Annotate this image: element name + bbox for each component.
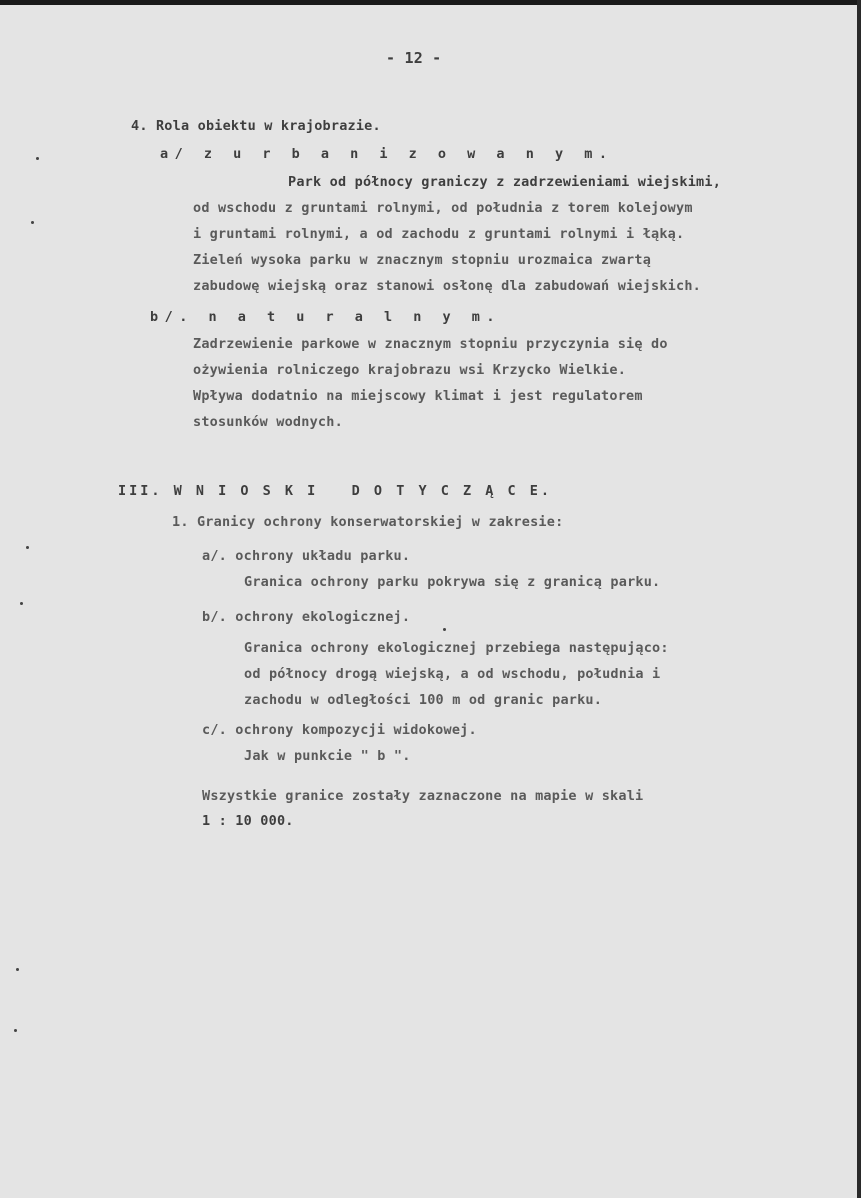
section-4b-line: Wpływa dodatnio na miejscowy klimat i jest regulatorem <box>193 388 643 404</box>
scan-speck <box>36 157 39 160</box>
section-3c-line: Jak w punkcie " b ". <box>244 748 411 764</box>
scan-speck <box>31 221 34 224</box>
section-4b-line: stosunków wodnych. <box>193 414 343 430</box>
section-4a-label: a/ z u r b a n i z o w a n y m. <box>160 146 614 162</box>
scan-edge-top <box>0 0 861 5</box>
scan-speck <box>443 628 446 631</box>
section-4a-line: od wschodu z gruntami rolnymi, od południa z torem kolejowym <box>193 200 693 216</box>
section-3b-line: od północy drogą wiejską, a od wschodu, południa i <box>244 666 661 682</box>
closing-line: 1 : 10 000. <box>202 813 294 829</box>
scan-speck <box>20 602 23 605</box>
section-4b-line: ożywienia rolniczego krajobrazu wsi Krzycko Wielkie. <box>193 362 627 378</box>
closing-line: Wszystkie granice zostały zaznaczone na mapie w skali <box>202 788 644 804</box>
section-4a-line: Zieleń wysoka parku w znacznym stopniu urozmaica zwartą <box>193 252 652 268</box>
section-3a-line: Granica ochrony parku pokrywa się z granicą parku. <box>244 574 661 590</box>
section-3-item-1: 1. Granicy ochrony konserwatorskiej w zakresie: <box>172 514 564 530</box>
section-4a-line: zabudowę wiejską oraz stanowi osłonę dla zabudowań wiejskich. <box>193 278 701 294</box>
scan-speck <box>14 1029 17 1032</box>
section-4-heading: 4. Rola obiektu w krajobrazie. <box>131 118 381 134</box>
section-3b-label: b/. ochrony ekologicznej. <box>202 609 411 625</box>
scan-speck <box>26 546 29 549</box>
section-4a-line: Park od północy graniczy z zadrzewieniami wiejskimi, <box>288 174 722 190</box>
scan-edge-right <box>857 0 861 1198</box>
section-4b-label: b/. n a t u r a l n y m. <box>150 309 502 325</box>
section-3a-label: a/. ochrony układu parku. <box>202 548 411 564</box>
scan-speck <box>16 968 19 971</box>
section-3b-line: zachodu w odległości 100 m od granic parku. <box>244 692 603 708</box>
section-3-heading: III. W N I O S K I D O T Y C Z Ą C E. <box>118 483 552 499</box>
section-4b-line: Zadrzewienie parkowe w znacznym stopniu przyczynia się do <box>193 336 668 352</box>
section-3b-line: Granica ochrony ekologicznej przebiega następująco: <box>244 640 669 656</box>
section-4a-line: i gruntami rolnymi, a od zachodu z gruntami rolnymi i łąką. <box>193 226 685 242</box>
section-3c-label: c/. ochrony kompozycji widokowej. <box>202 722 477 738</box>
page-number: - 12 - <box>386 49 442 67</box>
